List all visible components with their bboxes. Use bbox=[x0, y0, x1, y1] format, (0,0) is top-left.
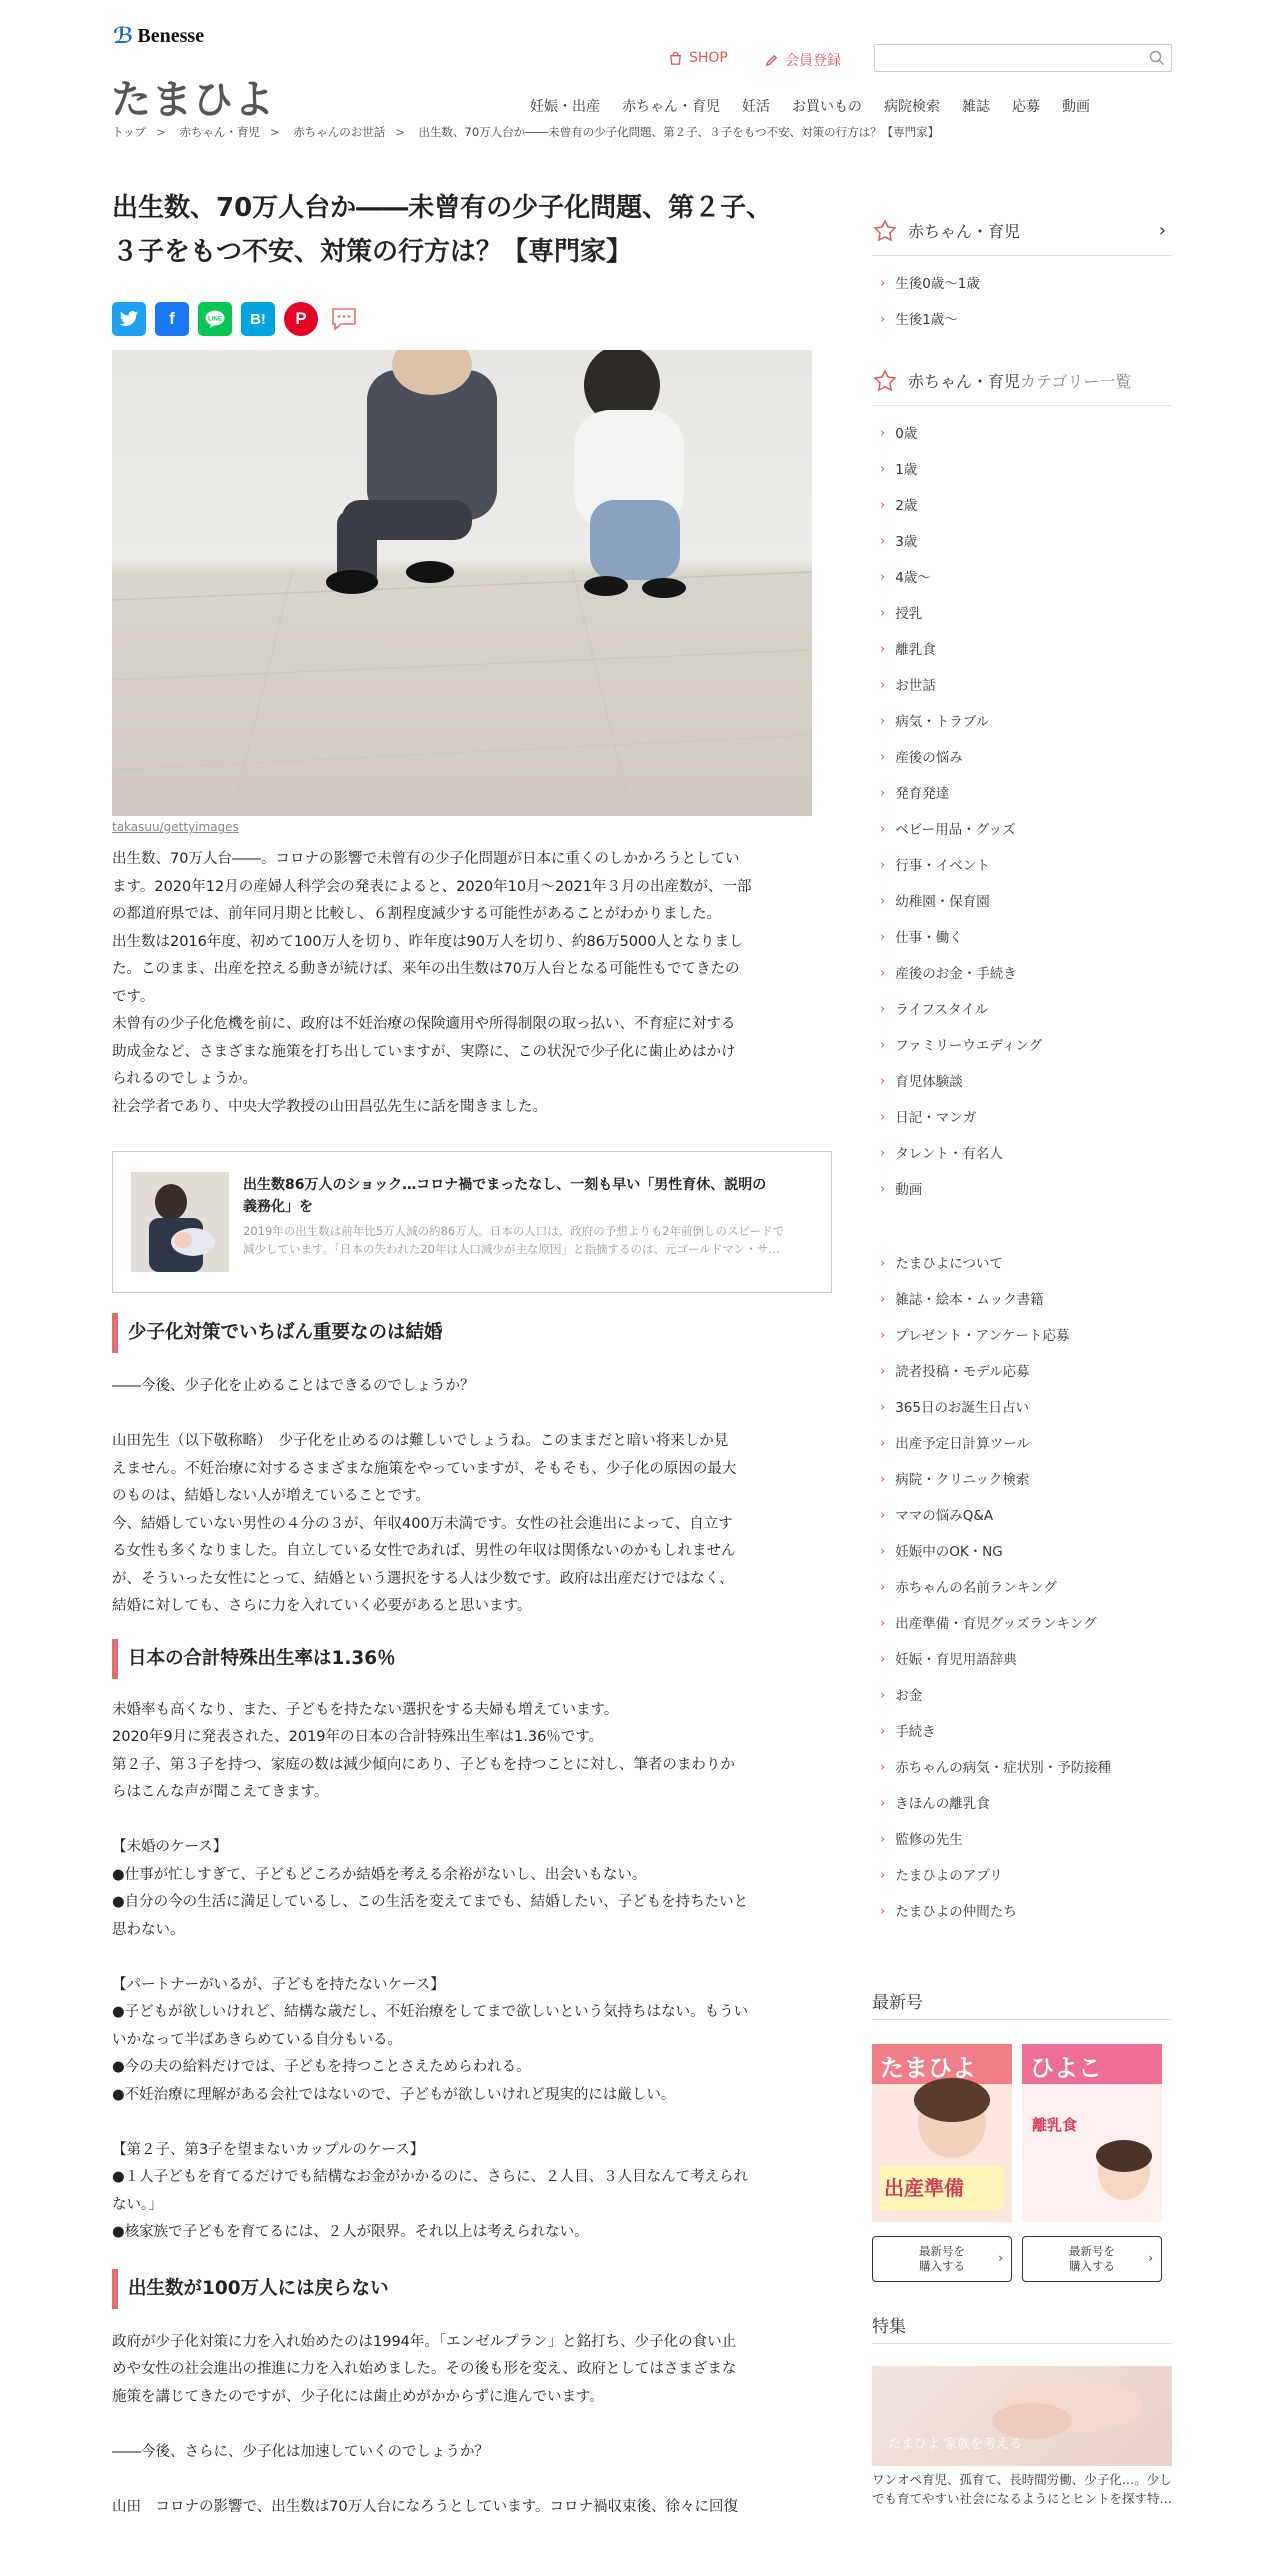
breadcrumb-current: 出生数、70万人台か――未曾有の少子化問題、第２子、３子をもつ不安、対策の行方は？【専門家】 bbox=[418, 125, 940, 139]
bag-icon bbox=[668, 51, 683, 66]
category-item[interactable]: › 病気・トラブル bbox=[880, 714, 990, 730]
sidebar-item-age-1[interactable]: › 生後1歳～ bbox=[872, 302, 1172, 338]
twitter-share-button[interactable] bbox=[112, 302, 146, 336]
feature-caption: たまひよ 家族を考える bbox=[888, 2437, 1023, 2452]
age-list bbox=[872, 266, 1172, 338]
related-thumbnail bbox=[131, 1172, 229, 1272]
mag2-cover-text: 離乳食 bbox=[1032, 2116, 1078, 2134]
category-item[interactable]: › 1歳 bbox=[880, 462, 918, 478]
chevron-right-icon: › bbox=[998, 2251, 1003, 2265]
category-item[interactable]: › 育児体験談 bbox=[880, 1074, 963, 1090]
related-title: 出生数86万人のショック…コロナ禍でまったなし、一刻も早い「男性育休、説明の 義務化」を bbox=[243, 1177, 767, 1215]
category-item[interactable]: › 3歳 bbox=[880, 534, 918, 550]
category-item[interactable]: › ファミリーウエディング bbox=[880, 1038, 1043, 1054]
site-link-item[interactable]: › 赤ちゃんの病気・症状別・予防接種 bbox=[880, 1760, 1112, 1776]
category-item[interactable]: › 授乳 bbox=[880, 606, 923, 622]
shop-label: SHOP bbox=[689, 50, 728, 66]
site-link-item[interactable]: › 手続き bbox=[880, 1724, 936, 1740]
nav-hospital[interactable]: 病院検索 bbox=[884, 99, 940, 115]
category-item[interactable]: › ベビー用品・グッズ bbox=[880, 822, 1016, 838]
mag1-cover-text: 出産準備 bbox=[884, 2176, 964, 2200]
facebook-icon: f bbox=[169, 309, 175, 328]
comment-icon bbox=[330, 306, 358, 332]
nav-baby[interactable]: 赤ちゃん・育児 bbox=[622, 99, 720, 115]
category-item[interactable]: › タレント・有名人 bbox=[880, 1146, 1003, 1162]
sidebar-item-age-0[interactable]: › 生後0歳～1歳 bbox=[872, 266, 1172, 302]
section-heading-1: 少子化対策でいちばん重要なのは結婚 bbox=[112, 1313, 832, 1353]
category-item[interactable]: › 発育発達 bbox=[880, 786, 950, 802]
site-link-item[interactable]: › 出産予定日計算ツール bbox=[880, 1436, 1030, 1452]
sidebar-category-title: 赤ちゃん・育児 bbox=[908, 372, 1021, 391]
magazine-covers bbox=[872, 2044, 1172, 2222]
search-box bbox=[874, 44, 1172, 72]
line-share-button[interactable] bbox=[198, 302, 232, 336]
mag2-cover-title: ひよこ bbox=[1030, 2054, 1102, 2082]
sidebar-category-header bbox=[872, 356, 1172, 406]
chevron-right-icon: › bbox=[1148, 2251, 1153, 2265]
nav-video[interactable]: 動画 bbox=[1062, 99, 1090, 115]
category-item[interactable]: › お世話 bbox=[880, 678, 936, 694]
site-link-item[interactable]: › 赤ちゃんの名前ランキング bbox=[880, 1580, 1057, 1596]
search-icon[interactable] bbox=[1148, 49, 1166, 67]
site-link-item[interactable]: › きほんの離乳食 bbox=[880, 1796, 990, 1812]
flower-icon bbox=[872, 368, 898, 394]
feature-title: 特集 bbox=[872, 2310, 1172, 2344]
nav-shopping[interactable]: お買いもの bbox=[792, 99, 862, 115]
site-logo[interactable]: たまひよ bbox=[111, 77, 275, 123]
section-heading-3: 出生数が100万人には戻らない bbox=[112, 2269, 832, 2309]
chevron-right-icon: › bbox=[1158, 220, 1166, 241]
global-nav bbox=[530, 96, 1112, 116]
share-buttons bbox=[112, 302, 832, 336]
site-link-item[interactable]: › たまひよについて bbox=[880, 1256, 1003, 1272]
category-item[interactable]: › 動画 bbox=[880, 1182, 923, 1198]
benesse-mark-icon: ℬ bbox=[113, 24, 134, 49]
nav-pregnancy[interactable]: 妊娠・出産 bbox=[530, 99, 600, 115]
arrow-icon: › bbox=[880, 312, 886, 327]
category-item[interactable]: › 日記・マンガ bbox=[880, 1110, 977, 1126]
site-link-item[interactable]: › 病院・クリニック検索 bbox=[880, 1472, 1030, 1488]
breadcrumb-top[interactable]: トップ bbox=[112, 125, 147, 139]
hatena-share-button[interactable] bbox=[241, 302, 275, 336]
category-item[interactable]: › 離乳食 bbox=[880, 642, 936, 658]
site-link-item[interactable]: › ママの悩みQ&A bbox=[880, 1508, 994, 1524]
breadcrumb-care[interactable]: 赤ちゃんのお世話 bbox=[293, 125, 386, 139]
site-link-item[interactable]: › 監修の先生 bbox=[880, 1832, 963, 1848]
category-item[interactable]: › 仕事・働く bbox=[880, 930, 963, 946]
section-1-body: ――今後、少子化を止めることはできるのでしょうか？ 山田先生（以下敬称略） 少子化を止めるのは難しいでしょうね。このままだと暗い将来しか見 えません。不妊治療に対するさまざまな施策をやっていますが、そもそも、少子化の原因の最大 のものは、結婚しない人が増えていることです。 今、結婚していない男性の４分の３が、年収400万未満です。女性の社会進出によって、自立す る女性も多くなりました。自立している女性であれば、男性の年収は関係ないのかもしれません が、そういった女性にとって、結婚という選択をする人は少数です。政府は出産だけではなく、 結婚に対しても、さらに力を入れていく必要があると思います。 bbox=[112, 1378, 737, 1614]
sidebar bbox=[872, 206, 1172, 2508]
line-icon bbox=[204, 309, 226, 329]
category-item[interactable]: › 4歳～ bbox=[880, 570, 931, 586]
section-3-body: 政府が少子化対策に力を入れ始めたのは1994年。「エンゼルプラン」と銘打ち、少子化の食い止 めや女性の社会進出の推進に力を入れ始めました。その後も形を変え、政府としてはさまざまな 施策を講じてきたのですが、少子化には歯止めがかからずに進んでいます。 ――今後、さらに、少子化は加速していくのでしょうか？ 山田 コロナの影響で、出生数は70万人台になろうとしています。コロナ禍収束後、徐々に回復 bbox=[112, 2333, 738, 2515]
section-2-body: 未婚率も高くなり、また、子どもを持たない選択をする夫婦も増えています。 2020年9月に発表された、2019年の日本の合計特殊出生率は1.36％です。 第２子、第３子を持つ、家庭の数は減少傾向にあり、子どもを持つことに対し、筆者のまわりか らはこんな声が聞こえてきます。 【未婚のケース】 ●仕事が忙しすぎて、子どもどころか結婚を考える余裕がないし、出会いもない。 ●自分の今の生活に満足しているし、この生活を変えてまでも、結婚したい、子どもを持ちたいと 思わない。 【パートナーがいるが、子どもを持たないケース】 ●子どもが欲しいけれど、結構な歳だし、不妊治療をしてまで欲しいという気持ちはない。もうい いかなって半ばあきらめている自分もいる。 ●今の夫の給料だけでは、子どもを持つことさえためらわれる。 ●不妊治療に理解がある会社ではないので、子どもが欲しいけれど現実的には厳しい。 【第２子、第3子を望まないカップルのケース】 ●１人子どもを育てるだけでも結構なお金がかかるのに、さらに、２人目、３人目なんて考えられ ない。」 ●核家族で子どもを育てるには、２人が限界。それ以上は考えられない。 bbox=[112, 1701, 749, 2240]
nav-apply[interactable]: 応募 bbox=[1012, 99, 1040, 115]
feature-text: ワンオペ育児、孤育て、長時間労働、少子化…。少し でも育てやすい社会になるようにとヒントを探す特… bbox=[872, 2472, 1173, 2506]
breadcrumb-baby[interactable]: 赤ちゃん・育児 bbox=[179, 125, 260, 139]
nav-ninkatsu[interactable]: 妊活 bbox=[742, 99, 770, 115]
magazine-cover-tamahiyo[interactable] bbox=[872, 2044, 1012, 2222]
site-links-list bbox=[872, 1246, 1172, 1930]
feature-banner[interactable] bbox=[872, 2366, 1172, 2466]
site-link-item[interactable]: › 雑誌・絵本・ムック書籍 bbox=[880, 1292, 1044, 1308]
sidebar-baby-title: 赤ちゃん・育児 bbox=[908, 222, 1021, 241]
member-label: 会員登録 bbox=[785, 53, 841, 69]
related-description: 2019年の出生数は前年比5万人減の約86万人。日本の人口は、政府の予想よりも2年前倒しのスピードで 減少しています。「日本の失われた20年は人口減少が主な原因」と指摘するのは、元ゴールドマン・サ… bbox=[243, 1224, 785, 1256]
couple-photo bbox=[112, 350, 812, 816]
twitter-icon bbox=[119, 310, 139, 328]
related-article-card[interactable] bbox=[112, 1151, 832, 1293]
category-item[interactable]: › 2歳 bbox=[880, 498, 918, 514]
search-input[interactable] bbox=[875, 45, 1135, 71]
site-link-item[interactable]: › たまひよのアプリ bbox=[880, 1868, 1003, 1884]
hatena-icon: B! bbox=[250, 310, 266, 328]
site-link-item[interactable]: › 妊娠中のOK・NG bbox=[880, 1544, 1003, 1560]
shop-link[interactable] bbox=[668, 50, 728, 66]
site-link-item[interactable]: › 365日のお誕生日占い bbox=[880, 1400, 1029, 1416]
category-item[interactable]: › 産後のお金・手続き bbox=[880, 966, 1017, 982]
breadcrumb: トップ > 赤ちゃん・育児 > 赤ちゃんのお世話 > 出生数、70万人台か――未曾有の少子化問題、第２子、３子をもつ不安、対策の行方は？【専門家】 bbox=[112, 125, 940, 139]
pinterest-icon: P bbox=[295, 309, 307, 328]
category-item[interactable]: › 行事・イベント bbox=[880, 858, 990, 874]
arrow-icon: › bbox=[880, 276, 886, 291]
site-link-item[interactable]: › プレゼント・アンケート応募 bbox=[880, 1328, 1070, 1344]
page-title: 出生数、70万人台か――未曾有の少子化問題、第２子、 ３子をもつ不安、対策の行方は？【専門家】 bbox=[112, 193, 773, 267]
category-item[interactable]: › ライフスタイル bbox=[880, 1002, 989, 1018]
category-list bbox=[872, 416, 1172, 1208]
intro-text: 出生数、70万人台――。コロナの影響で未曾有の少子化問題が日本に重くのしかかろうとしてい ます。2020年12月の産婦人科学会の発表によると、2020年10月～2021年３月の出産数が、一部 の都道府県では、前年同月期と比較し、６割程度減少する可能性があることがわかりました。 出生数は2016年度、初めて100万人を切り、昨年度は90万人を切り、約86万5000人となりまし た。このまま、出産を控える動きが続けば、来年の出生数は70万人台となる可能性もでてきたの です。 未曾有の少子化危機を前に、政府は不妊治療の保険適用や所得制限の取っ払い、不育症に対する 助成金など、さまざまな施策を打ち出していますが、実際に、この状況で少子化に歯止めはかけ られるのでしょうか。 社会学者であり、中央大学教授の山田昌弘先生に話を聞きました。 bbox=[112, 851, 752, 1115]
pencil-icon bbox=[764, 53, 779, 68]
site-link-item[interactable]: › たまひよの仲間たち bbox=[880, 1904, 1017, 1920]
svg-text:LINE: LINE bbox=[208, 316, 222, 323]
benesse-logo[interactable] bbox=[113, 24, 204, 49]
site-link-item[interactable]: › 読者投稿・モデル応募 bbox=[880, 1364, 1030, 1380]
facebook-share-button[interactable] bbox=[155, 302, 189, 336]
pinterest-share-button[interactable] bbox=[284, 302, 318, 336]
benesse-label: Benesse bbox=[137, 25, 205, 47]
site-link-item[interactable]: › お金 bbox=[880, 1688, 923, 1704]
site-link-item[interactable]: › 妊娠・育児用語辞典 bbox=[880, 1652, 1017, 1668]
magazine-cover-hiyokoclub[interactable] bbox=[1022, 2044, 1162, 2222]
comment-button[interactable] bbox=[327, 302, 361, 336]
buy-tamahiyo-button[interactable]: 最新号を 購入する › bbox=[872, 2236, 1012, 2282]
photo-credit[interactable]: takasuu/gettyimages bbox=[112, 820, 239, 834]
site-link-item[interactable]: › 出産準備・育児グッズランキング bbox=[880, 1616, 1097, 1632]
flower-icon bbox=[872, 218, 898, 244]
article bbox=[112, 186, 832, 2521]
category-item[interactable]: › 幼稚園・保育園 bbox=[880, 894, 990, 910]
sidebar-baby-header[interactable] bbox=[872, 206, 1172, 256]
section-heading-2: 日本の合計特殊出生率は1.36％ bbox=[112, 1639, 832, 1679]
latest-issue-title: 最新号 bbox=[872, 1986, 1172, 2020]
nav-magazine[interactable]: 雑誌 bbox=[962, 99, 990, 115]
buy-hiyokoclub-button[interactable]: 最新号を 購入する › bbox=[1022, 2236, 1162, 2282]
mag1-cover-title: たまひよ bbox=[880, 2054, 976, 2082]
category-item[interactable]: › 産後の悩み bbox=[880, 750, 963, 766]
sidebar-category-subtitle: カテゴリー一覧 bbox=[1020, 372, 1132, 391]
buy-buttons bbox=[872, 2236, 1172, 2282]
hero-image bbox=[112, 350, 812, 816]
member-register-link[interactable] bbox=[764, 50, 841, 70]
category-item[interactable]: › 0歳 bbox=[880, 426, 918, 442]
